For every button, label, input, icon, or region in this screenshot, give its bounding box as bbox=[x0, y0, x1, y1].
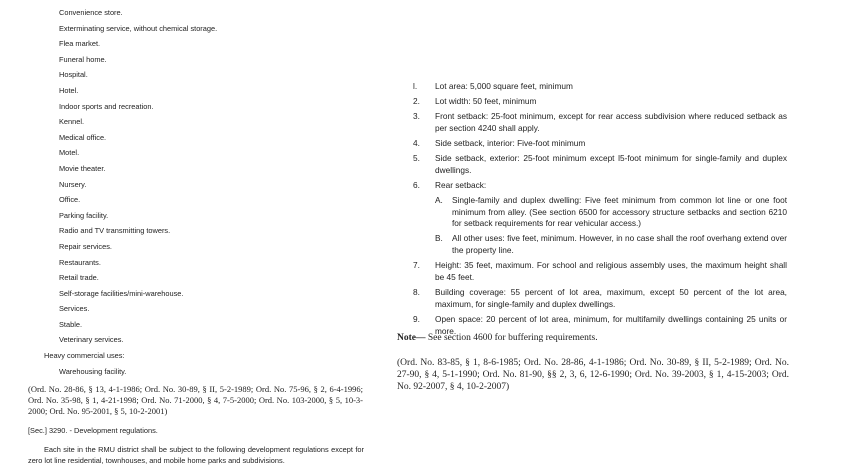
item-number: 3. bbox=[413, 111, 420, 122]
item-text: Lot width: 50 feet, minimum bbox=[435, 96, 537, 107]
use-list-item: Motel. bbox=[59, 148, 80, 158]
item-number: 8. bbox=[413, 287, 420, 298]
use-list-item: Medical office. bbox=[59, 132, 107, 142]
use-list-item: Hospital. bbox=[59, 70, 88, 80]
use-list-item: Warehousing facility. bbox=[59, 366, 127, 376]
regulation-item bbox=[397, 138, 787, 150]
regulation-item bbox=[397, 111, 787, 134]
item-text: Front setback: 25-foot minimum, except for rear access subdivision where reduced setback as per section 4240 shall apply. bbox=[435, 111, 787, 133]
item-number: 5. bbox=[413, 153, 420, 164]
buffering-note bbox=[397, 333, 789, 343]
left-ordinance-citation: (Ord. No. 28-86, § 13, 4-1-1986; Ord. No. 30-89, § II, 5-2-1989; Ord. No. 75-96, § 2, 6-4-1996; Ord. No. 35-98, § 1, 4-21-1998; Ord. No. 71-2000, § 4, 7-5-2000; Ord. No. 103-2000, § 5, 10-3-2000; Ord. No. 95-2001, § 5, 10-2-2001) bbox=[28, 384, 363, 416]
use-list-item: Hotel. bbox=[59, 85, 79, 95]
item-number: l. bbox=[413, 81, 418, 91]
item-number: 4. bbox=[413, 137, 420, 148]
use-list-item: Movie theater. bbox=[59, 163, 106, 173]
item-text: Height: 35 feet, maximum. For school and religious assembly uses, the maximum height shall be 45 feet. bbox=[435, 260, 787, 282]
regulation-item bbox=[397, 96, 787, 108]
use-list-item: Flea market. bbox=[59, 39, 101, 49]
note-text: See section 4600 for buffering requirements. bbox=[425, 333, 598, 343]
use-list-item: Funeral home. bbox=[59, 54, 107, 64]
regulation-item bbox=[397, 81, 787, 93]
use-list-item: Repair services. bbox=[59, 241, 112, 251]
permitted-uses-list bbox=[28, 8, 363, 382]
item-number: B. bbox=[435, 233, 443, 244]
item-number: 6. bbox=[413, 179, 420, 190]
item-text: Rear setback: bbox=[435, 179, 487, 190]
item-text: Side setback, exterior: 25-foot minimum except l5-foot minimum for single-family and duplex dwellings. bbox=[435, 153, 787, 175]
regulation-sub-item bbox=[397, 233, 787, 256]
use-list-item: Heavy commercial uses: bbox=[44, 351, 125, 361]
use-list-item: Parking facility. bbox=[59, 210, 109, 220]
regulation-item bbox=[397, 153, 787, 176]
item-text: Single-family and duplex dwelling: Five feet minimum from common lot line or one foot minimum from alley. (See section 6500 for accessory structure setbacks and section 6210 for setback requirements for rear vehicular access.) bbox=[452, 194, 787, 229]
use-list-item: Retail trade. bbox=[59, 273, 99, 283]
use-list-item: Self-storage facilities/mini-warehouse. bbox=[59, 288, 184, 298]
item-number: 9. bbox=[413, 313, 420, 324]
use-list-item: Nursery. bbox=[59, 179, 87, 189]
item-text: Open space: 20 percent of lot area, minimum, for multifamily dwellings containing 25 units or more. bbox=[435, 313, 787, 336]
use-list-item: Office. bbox=[59, 195, 81, 205]
use-list-item: Convenience store. bbox=[59, 8, 123, 17]
use-list-item: Veterinary services. bbox=[59, 335, 124, 345]
item-text: Side setback, interior: Five-foot minimum bbox=[435, 137, 586, 148]
section-heading: [Sec.] 3290. - Development regulations. bbox=[28, 426, 158, 435]
item-text: Lot area: 5,000 square feet, minimum bbox=[435, 81, 573, 91]
item-number: 2. bbox=[413, 96, 420, 107]
right-ordinance-citation: (Ord. No. 83-85, § 1, 8-6-1985; Ord. No. 28-86, 4-1-1986; Ord. No. 30-89, § II, 5-2-1989; Ord. No. 27-90, § 4, 5-1-1990; Ord. No. 81-90, §§ 2, 3, 6, 12-6-1990; Ord. No. 39-2003, § 1, 4-15-2003; Ord. No. 92-2007, § 4, 10-2-2007) bbox=[397, 358, 789, 392]
development-regulations-list bbox=[397, 81, 787, 341]
item-text: Building coverage: 55 percent of lot area, maximum, except 50 percent of the lot area, maximum, for single-family and duplex dwellings. bbox=[435, 287, 787, 309]
use-list-item: Indoor sports and recreation. bbox=[59, 101, 154, 111]
item-number: A. bbox=[435, 194, 443, 205]
use-list-item: Exterminating service, without chemical storage. bbox=[59, 23, 218, 33]
use-list-item: Services. bbox=[59, 304, 90, 314]
regulation-item bbox=[397, 260, 787, 283]
use-list-item: Restaurants. bbox=[59, 257, 101, 267]
item-number: 7. bbox=[413, 260, 420, 271]
use-list-item: Stable. bbox=[59, 319, 83, 329]
regulation-item bbox=[397, 180, 787, 192]
item-text: All other uses: five feet, minimum. However, in no case shall the roof overhang extend over the property line. bbox=[452, 233, 787, 256]
note-label: Note— bbox=[397, 333, 426, 343]
use-list-item: Kennel. bbox=[59, 117, 85, 127]
intro-paragraph: Each site in the RMU district shall be subject to the following development regulations except for zero lot line residential, townhouses, and mobile home parks and subdivisions. bbox=[28, 445, 364, 465]
regulation-sub-item bbox=[397, 195, 787, 230]
regulation-item bbox=[397, 287, 787, 310]
use-list-item: Radio and TV transmitting towers. bbox=[59, 226, 171, 236]
